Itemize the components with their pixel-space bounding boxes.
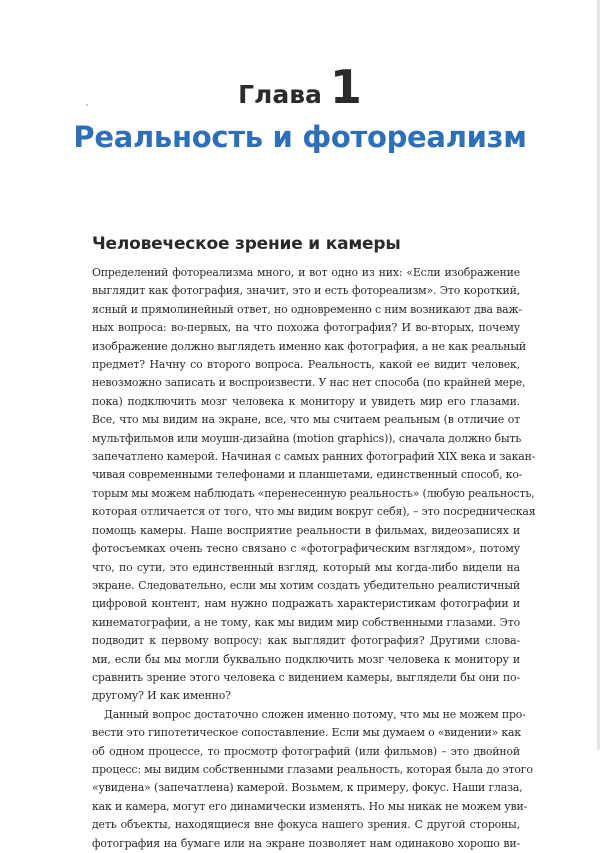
body-line: как и камера, могут его динамически изменять. Но мы никак не можем уви- <box>92 799 528 813</box>
body-line: вести это гипотетическое сопоставление. Если мы думаем о «видении» как <box>92 726 522 740</box>
body-line: чивая современными телефонами и планшетами, единственный способ, ко- <box>92 468 523 482</box>
body-line: цифровой контент, нам нужно подражать характеристикам фотографии и <box>92 597 520 611</box>
chapter-number: 1 <box>329 60 362 114</box>
body-line: которая отличается от того, что мы видим вокруг себя), – это посредническая <box>92 505 536 519</box>
body-line: «увидена» (запечатлена) камерой. Возьмем, к примеру, фокус. Наши глаза, <box>92 781 523 795</box>
body-line: другому? И как именно? <box>92 689 231 703</box>
body-line: предмет? Начну со второго вопроса. Реальность, какой ее видит человек, <box>92 358 520 372</box>
chapter-word: Глава <box>238 80 322 109</box>
body-line: запечатлено камерой. Начиная с самых ранних фотографий XIX века и закан- <box>92 450 536 464</box>
body-line: фотосъемках очень тесно связано с «фотографическим взглядом», потому <box>92 542 520 556</box>
body-line: что, по сути, это единственный взгляд, который мы когда-либо видели на <box>92 560 520 574</box>
body-line: изображение должно выглядеть именно как фотография, а не как реальный <box>92 339 526 353</box>
body-line: экране. Следовательно, если мы хотим создать убедительно реалистичный <box>92 578 520 592</box>
body-line: невозможно записать и воспроизвести. У нас нет способа (по крайней мере, <box>92 376 526 390</box>
chapter-heading <box>0 60 600 114</box>
body-line: помощь камеры. Наше восприятие реальности в фильмах, видеозаписях и <box>92 523 520 537</box>
body-line: кинематографии, а не тому, как мы видим мир собственными глазами. Это <box>92 615 520 629</box>
body-line: Все, что мы видим на экране, все, что мы считаем реальным (в отличие от <box>92 413 520 427</box>
body-line: пока) подключить мозг человека к монитору и увидеть мир его глазами. <box>92 394 520 408</box>
body-line: торым мы можем наблюдать «перенесенную реальность» (любую реальность, <box>92 486 535 500</box>
body-text <box>92 264 536 853</box>
body-line: фотография на бумаге или на экране позволяет нам одинаково хорошо ви- <box>92 836 520 850</box>
body-line: подводит к первому вопросу: как выглядит фотография? Другими слова- <box>92 634 520 648</box>
body-line: сравнить зрение этого человека с видением камеры, выглядели бы они по- <box>92 670 520 684</box>
chapter-title: Реальность и фотореализм <box>73 120 527 154</box>
body-line: Определений фотореализма много, и вот одно из них: «Если изображение <box>92 266 520 279</box>
body-line: Данный вопрос достаточно сложен именно потому, что мы не можем про- <box>104 707 526 721</box>
section-title: Человеческое зрение и камеры <box>92 234 401 254</box>
body-line: деть объекты, находящиеся вне фокуса нашего зрения. С другой стороны, <box>92 818 520 832</box>
body-line: процесс: мы видим собственными глазами реальность, которая была до этого <box>92 762 533 776</box>
body-line: выглядит как фотография, значит, это и есть фотореализм». Это короткий, <box>92 284 520 298</box>
body-line: ясный и прямолинейный ответ, но одновременно с ним возникают два важ- <box>92 302 522 316</box>
body-line: ных вопроса: во-первых, на что похожа фотография? И во-вторых, почему <box>92 321 520 335</box>
body-line: об одном процессе, то просмотр фотографий (или фильмов) – это двойной <box>92 744 520 758</box>
body-line: ми, если бы мы могли буквально подключить мозг человека к монитору и <box>92 652 520 666</box>
body-line: мультфильмов или моушн-дизайна (motion graphics)), сначала должно быть <box>92 431 522 445</box>
